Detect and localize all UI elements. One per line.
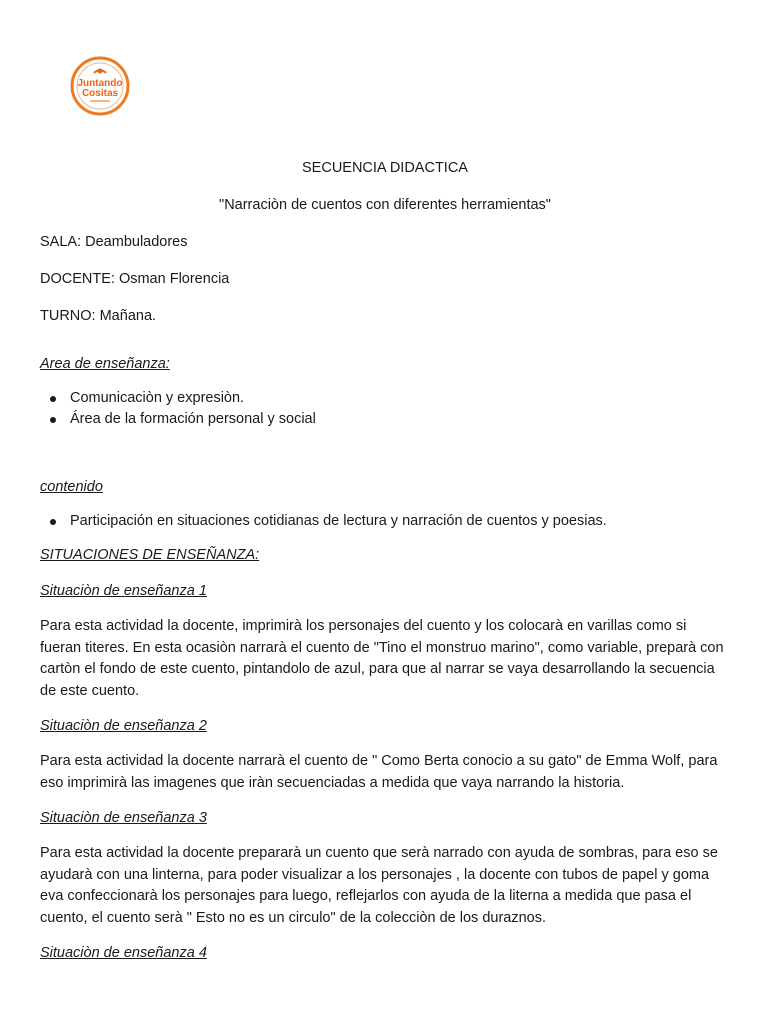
document-subtitle: "Narraciòn de cuentos con diferentes herramientas" <box>219 197 551 213</box>
area-heading: Area de enseñanza: <box>40 356 170 372</box>
juntando-cositas-logo <box>70 56 130 116</box>
area-list <box>40 388 730 430</box>
situacion-4-heading: Situaciòn de enseñanza 4 <box>40 945 207 961</box>
document-body <box>40 158 730 963</box>
list-item: Participación en situaciones cotidianas de lectura y narración de cuentos y poesias. <box>40 511 730 532</box>
situacion-1-text: Para esta actividad la docente, imprimirà los personajes del cuento y los colocarà en varillas como si fueran titeres. En esta ocasiòn narrarà el cuento de "Tino el monstruo marino", como variable, preparà con cartòn el fondo de este cuento, pintandolo de azul, para que al narrar se vaya desarrollando la secuencia de este cuento. <box>40 618 724 699</box>
contenido-heading: contenido <box>40 479 103 495</box>
situacion-1-heading: Situaciòn de enseñanza 1 <box>40 583 207 599</box>
situacion-3-text: Para esta actividad la docente prepararà un cuento que serà narrado con ayuda de sombras, para eso se ayudarà con una linterna, para poder visualizar a los personajes , la docente con tubos de papel y goma eva confeccionarà los personajes para luego, reflejarlos con ayuda de la literna a medida que pasa el cuento, el cuento serà " Esto no es un circulo" de la colecciòn de los duraznos. <box>40 845 718 926</box>
situacion-3-heading: Situaciòn de enseñanza 3 <box>40 810 207 826</box>
sala-field: SALA: Deambuladores <box>40 234 188 250</box>
document-title: SECUENCIA DIDACTICA <box>302 160 468 176</box>
list-item: Área de la formación personal y social <box>40 409 730 430</box>
situacion-2-heading: Situaciòn de enseñanza 2 <box>40 718 207 734</box>
logo-line1: Juntando <box>77 78 123 89</box>
docente-field: DOCENTE: Osman Florencia <box>40 271 230 287</box>
logo-line2: Cositas <box>81 88 119 99</box>
situaciones-heading: SITUACIONES DE ENSEÑANZA: <box>40 547 260 563</box>
situacion-2-text: Para esta actividad la docente narrarà el cuento de " Como Berta conocio a su gato" de Emma Wolf, para eso imprimirà las imagenes que iràn secuenciadas a medida que vaya narrando la historia. <box>40 753 718 791</box>
list-item: Comunicaciòn y expresiòn. <box>40 388 730 409</box>
contenido-list <box>40 511 730 532</box>
logo <box>70 56 130 116</box>
turno-field: TURNO: Mañana. <box>40 308 157 324</box>
